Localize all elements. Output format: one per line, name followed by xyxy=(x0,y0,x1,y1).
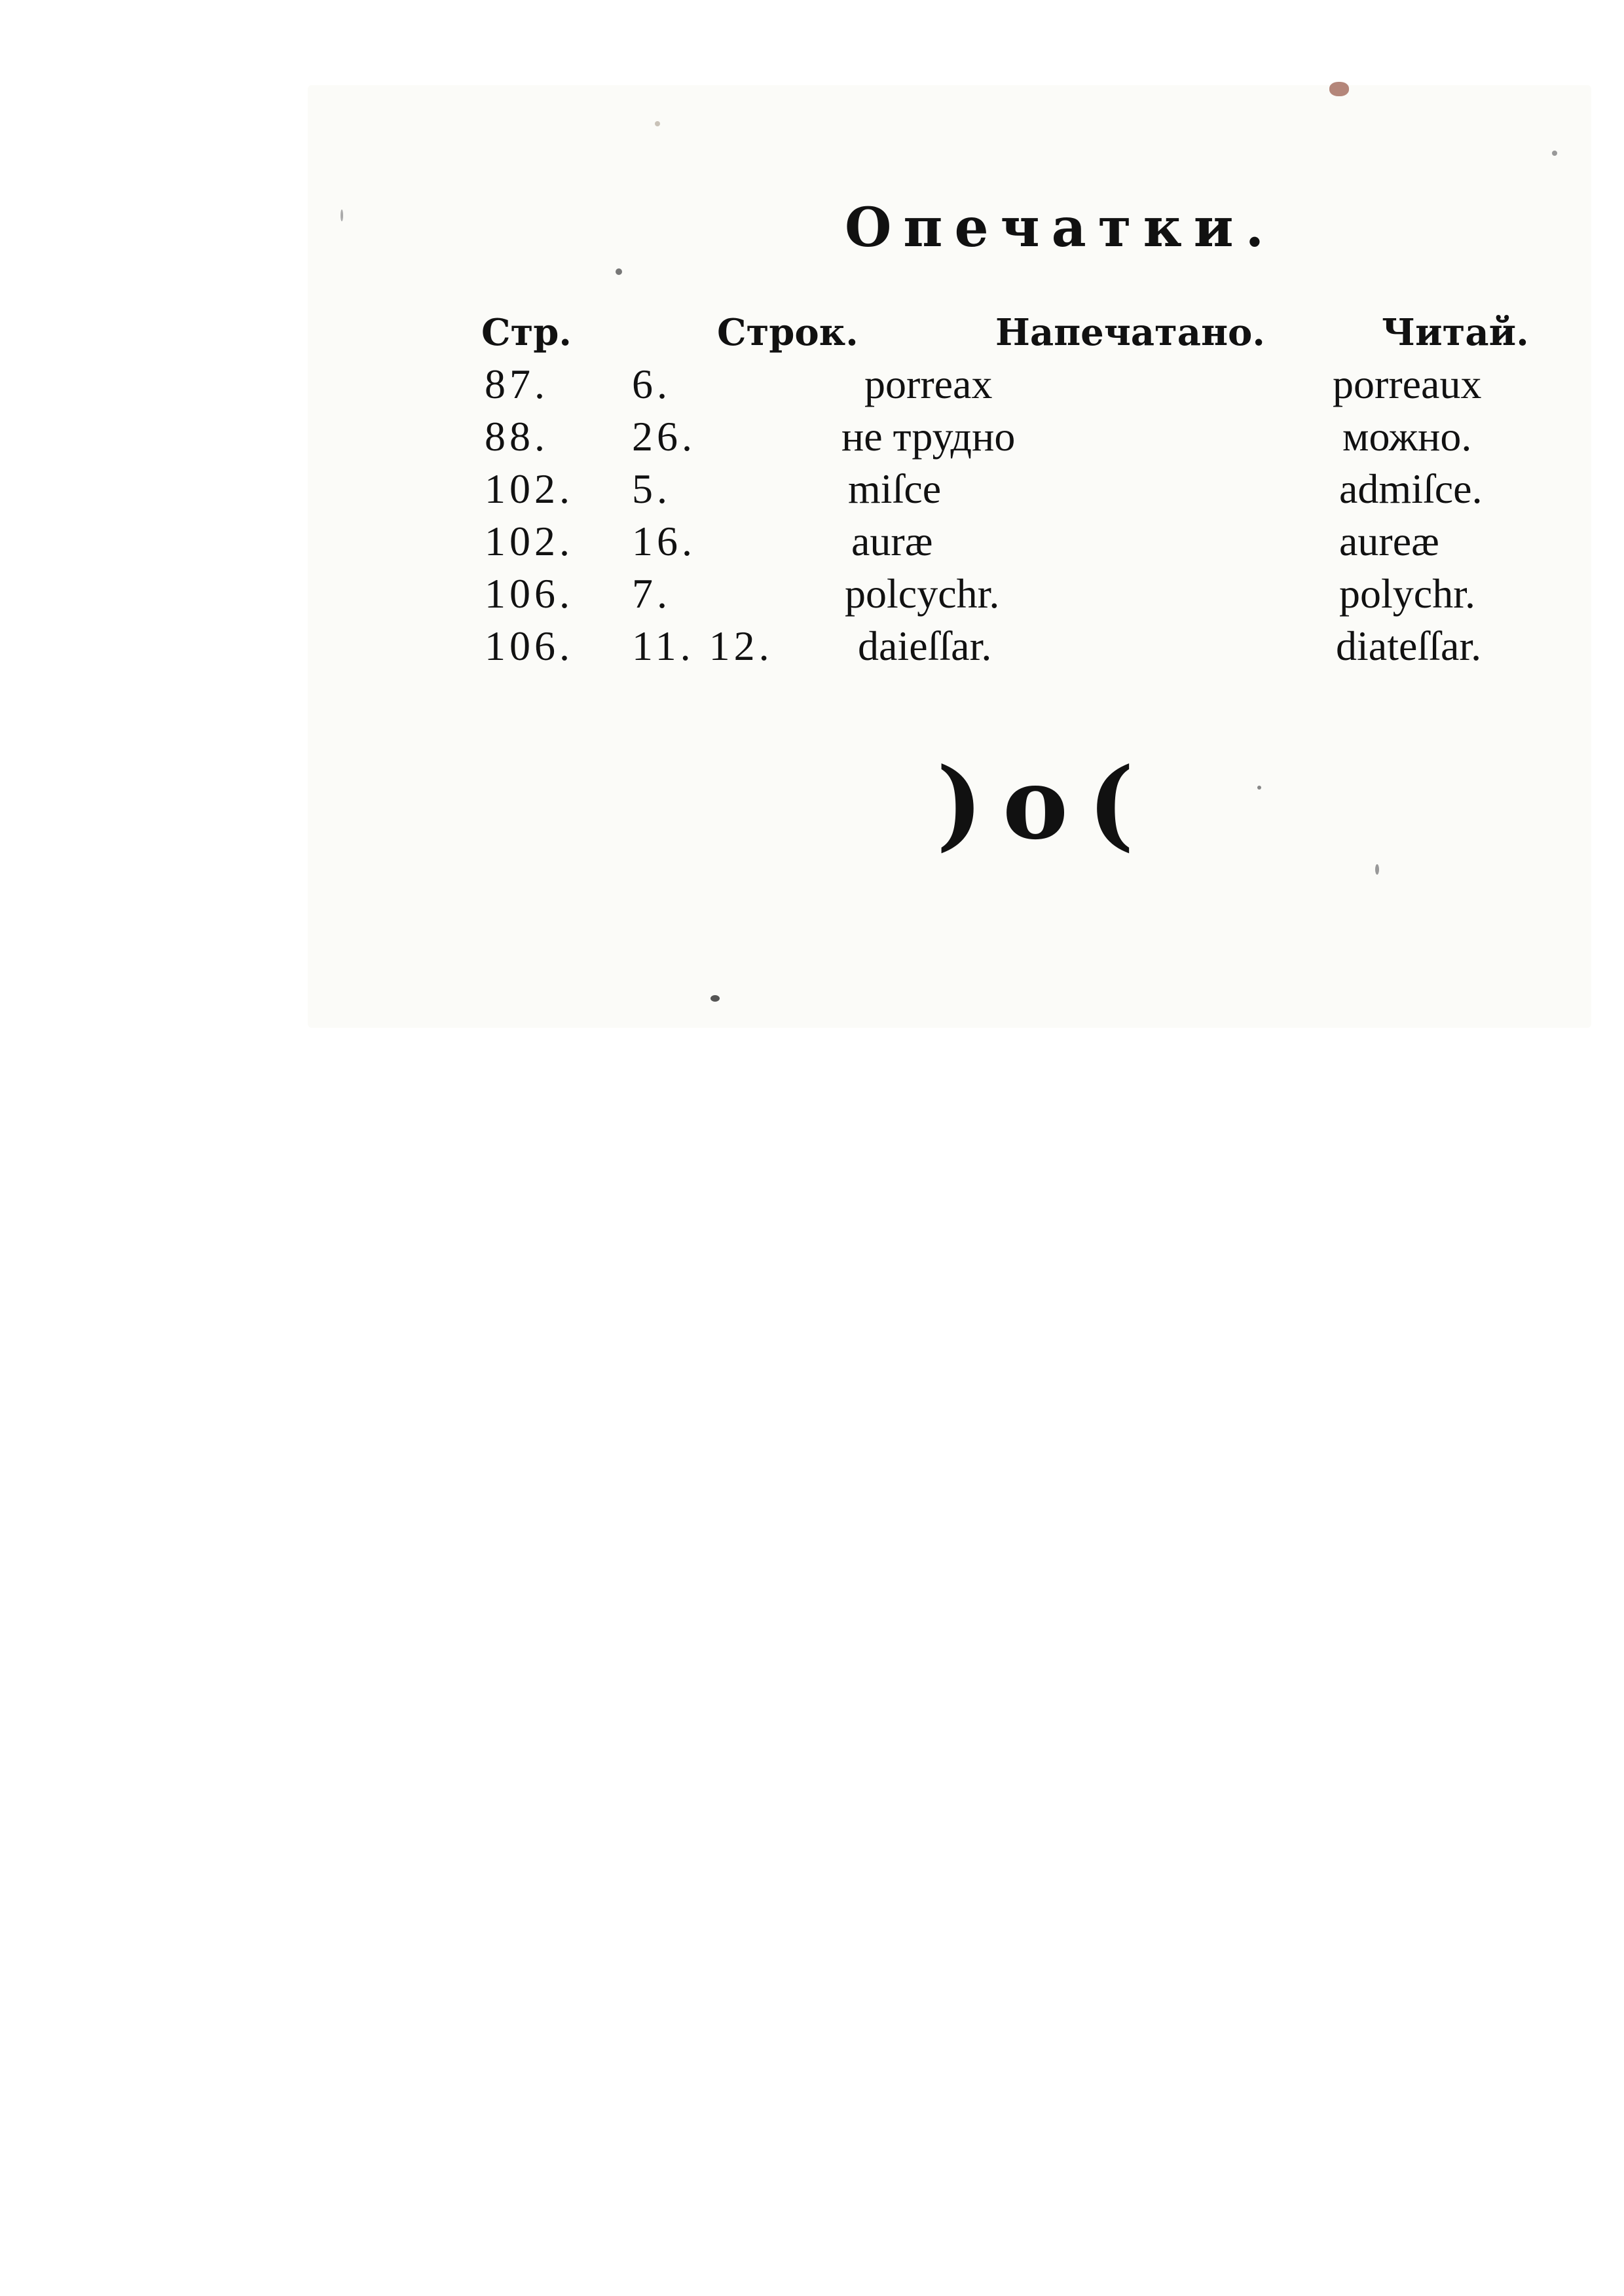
row-5-page: 106. xyxy=(485,570,574,617)
header-page: Стр. xyxy=(481,311,572,354)
row-2-line: 26. xyxy=(632,413,696,460)
row-1-printed: porreax xyxy=(864,361,993,407)
paper-speck xyxy=(655,121,660,126)
row-4-read: aureæ xyxy=(1339,518,1439,564)
row-6-printed: daieſſar. xyxy=(858,623,992,669)
row-6-read: diateſſar. xyxy=(1336,623,1482,669)
row-3-printed: miſce xyxy=(848,465,942,512)
row-6-page: 106. xyxy=(485,623,574,669)
row-2-page: 88. xyxy=(485,413,549,460)
end-ornament: )o( xyxy=(936,746,1154,862)
row-6-line: 11. 12. xyxy=(632,623,773,669)
row-5-printed: polcychr. xyxy=(845,570,1000,617)
row-1-read: porreaux xyxy=(1333,361,1482,407)
paper-stain xyxy=(1329,82,1349,96)
header-read: Читай. xyxy=(1382,311,1529,354)
row-1-page: 87. xyxy=(485,361,549,407)
header-line: Строк. xyxy=(717,311,858,354)
paper-speck xyxy=(341,210,343,221)
row-5-line: 7. xyxy=(632,570,671,617)
row-3-page: 102. xyxy=(485,465,574,512)
row-2-read: можно. xyxy=(1342,413,1472,460)
paper-speck xyxy=(1257,786,1261,790)
paper-speck xyxy=(616,268,622,275)
paper-speck xyxy=(710,995,720,1002)
row-3-read: admiſce. xyxy=(1339,465,1483,512)
header-printed: Напечатано. xyxy=(995,311,1265,354)
row-2-printed: не трудно xyxy=(841,413,1016,460)
row-1-line: 6. xyxy=(632,361,671,407)
paper-speck xyxy=(1375,864,1379,875)
row-4-line: 16. xyxy=(632,518,696,564)
paper-speck xyxy=(1552,151,1557,156)
row-5-read: polychr. xyxy=(1339,570,1475,617)
errata-title: Опечатки. xyxy=(845,196,1276,259)
row-4-printed: auræ xyxy=(851,518,933,564)
row-3-line: 5. xyxy=(632,465,671,512)
row-4-page: 102. xyxy=(485,518,574,564)
